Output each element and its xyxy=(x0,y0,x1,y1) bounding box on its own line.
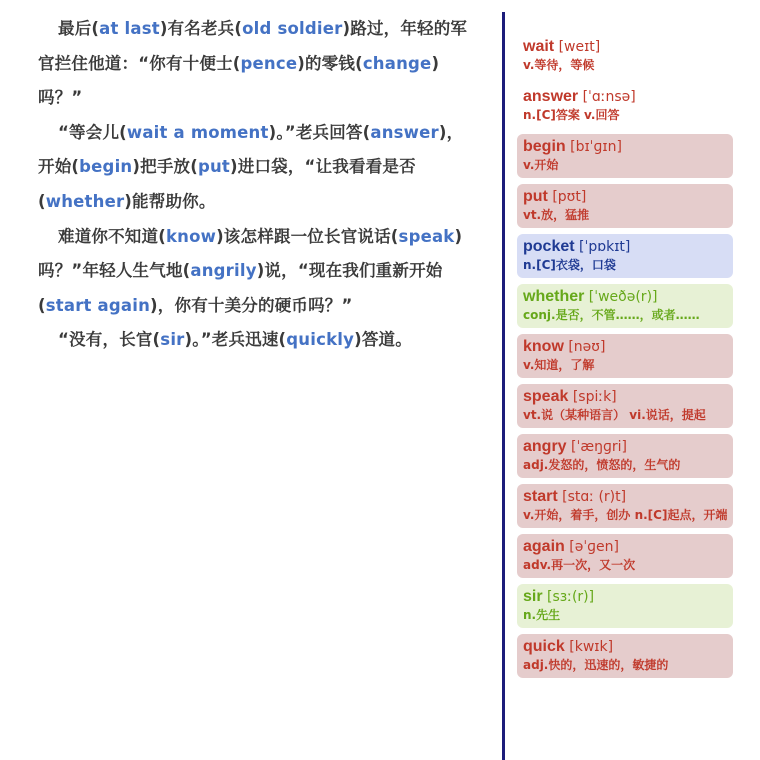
vocab-phonetic: [ˈpɒkɪt] xyxy=(579,239,631,255)
vocab-card xyxy=(517,34,733,78)
vocab-card xyxy=(517,484,733,528)
vocab-headword-row xyxy=(523,537,727,557)
vocab-card xyxy=(517,184,733,228)
story-paragraph xyxy=(38,323,476,358)
vocab-headword-row xyxy=(523,237,727,257)
english-phrase: speak xyxy=(398,226,455,246)
vocabulary-list xyxy=(517,34,733,684)
english-phrase: angrily xyxy=(190,261,257,281)
vocab-word: know xyxy=(523,338,564,355)
english-phrase: pence xyxy=(240,53,298,73)
vocab-card xyxy=(517,234,733,278)
vocab-phonetic: [ˈweðə(r)] xyxy=(588,289,658,305)
english-phrase: old soldier xyxy=(242,19,343,38)
vocab-meaning: vt.说（某种语言） vi.说话，提起 xyxy=(523,408,706,422)
chinese-text: )说，“现在我们重新开始( xyxy=(38,261,443,315)
vocab-headword-row xyxy=(523,137,727,157)
english-phrase: whether xyxy=(45,191,125,211)
vocab-headword-row xyxy=(523,637,727,657)
chinese-text: )把手放( xyxy=(132,157,198,177)
story-paragraph xyxy=(38,12,476,116)
vocab-card xyxy=(517,334,733,378)
vocab-headword-row xyxy=(523,487,727,507)
vocab-meaning: conj.是否，不管……，或者…… xyxy=(523,308,700,322)
vocab-word: begin xyxy=(523,138,566,155)
story-paragraph xyxy=(38,220,476,324)
chinese-text: )进口袋，“让我看看是否( xyxy=(38,157,416,211)
chinese-text: )，你有十美分的硬币吗？” xyxy=(150,295,353,315)
english-phrase: sir xyxy=(160,330,185,350)
vocab-phonetic: [ˈæŋɡri] xyxy=(571,439,627,455)
vocab-meaning: v.等待，等候 xyxy=(523,58,595,72)
vocab-meaning: vt.放，猛推 xyxy=(523,208,590,222)
vocab-card xyxy=(517,634,733,678)
vocab-meaning: v.知道，了解 xyxy=(523,358,595,372)
vocab-phonetic: [pʊt] xyxy=(552,189,587,205)
vocab-card xyxy=(517,434,733,478)
vocab-headword-row xyxy=(523,187,727,207)
chinese-text: )，开始( xyxy=(38,122,464,177)
vocab-meaning: n.[C]衣袋，口袋 xyxy=(523,258,616,272)
chinese-text: )路过，年轻的军官拦住他道：“你有十便士( xyxy=(38,19,468,73)
vocab-headword-row xyxy=(523,387,727,407)
vocab-word: again xyxy=(523,538,565,555)
english-phrase: put xyxy=(197,157,231,177)
chinese-text: )该怎样跟一位长官说话( xyxy=(216,226,399,246)
chinese-text: )。”老兵迅速( xyxy=(184,330,287,350)
vocab-headword-row xyxy=(523,437,727,457)
vocab-word: whether xyxy=(523,288,585,305)
story-paragraph xyxy=(38,116,476,220)
vocab-word: quick xyxy=(523,638,565,655)
vocab-meaning: n.先生 xyxy=(523,608,561,622)
vocab-headword-row xyxy=(523,337,727,357)
vocab-headword-row xyxy=(523,87,727,107)
chinese-text: )答道。 xyxy=(354,330,412,350)
vocab-card xyxy=(517,384,733,428)
vocab-headword-row xyxy=(523,37,727,57)
vocab-word: start xyxy=(523,488,558,505)
vocab-word: sir xyxy=(523,588,543,605)
chinese-text: “等会儿( xyxy=(58,122,127,142)
english-phrase: know xyxy=(165,226,217,246)
vocab-meaning: adv.再一次，又一次 xyxy=(523,558,636,572)
english-phrase: answer xyxy=(370,122,439,142)
vocab-card xyxy=(517,134,733,178)
story-text xyxy=(38,12,476,358)
vocab-phonetic: [əˈɡen] xyxy=(569,539,620,555)
english-phrase: wait a moment xyxy=(126,122,269,142)
vocab-phonetic: [nəʊ] xyxy=(568,339,606,355)
vocab-meaning: adj.快的，迅速的，敏捷的 xyxy=(523,658,669,672)
vocab-word: speak xyxy=(523,388,569,405)
vocab-card xyxy=(517,584,733,628)
english-phrase: quickly xyxy=(286,330,355,350)
chinese-text: )的零钱( xyxy=(297,53,363,73)
column-divider xyxy=(502,12,505,760)
chinese-text: )。”老兵回答( xyxy=(268,122,371,142)
chinese-text: )吗？” xyxy=(38,53,440,108)
chinese-text: )能帮助你。 xyxy=(124,191,216,211)
chinese-text: )有名老兵( xyxy=(159,19,243,38)
vocab-word: pocket xyxy=(523,238,575,255)
english-phrase: begin xyxy=(79,157,133,177)
vocab-phonetic: [sɜː(r)] xyxy=(547,589,595,605)
vocab-phonetic: [weɪt] xyxy=(558,39,601,55)
chinese-text: 最后( xyxy=(58,19,100,38)
vocab-headword-row xyxy=(523,587,727,607)
vocab-word: angry xyxy=(523,438,567,455)
vocab-meaning: v.开始，着手，创办 n.[C]起点，开端 xyxy=(523,508,727,522)
chinese-text: )吗？”年轻人生气地( xyxy=(38,226,463,281)
vocab-phonetic: [bɪˈɡɪn] xyxy=(570,139,622,155)
english-phrase: at last xyxy=(99,19,160,38)
vocab-word: wait xyxy=(523,38,555,55)
vocab-phonetic: [kwɪk] xyxy=(569,639,614,655)
vocab-card xyxy=(517,284,733,328)
chinese-text: 难道你不知道( xyxy=(58,226,166,246)
vocab-headword-row xyxy=(523,287,727,307)
vocab-phonetic: [stɑː (r)t] xyxy=(562,489,627,505)
english-phrase: change xyxy=(362,53,432,73)
vocab-word: answer xyxy=(523,88,579,105)
vocab-phonetic: [spiːk] xyxy=(572,389,617,405)
vocab-meaning: v.开始 xyxy=(523,158,559,172)
english-phrase: start again xyxy=(45,295,151,315)
vocab-meaning: n.[C]答案 v.回答 xyxy=(523,108,620,122)
vocab-card xyxy=(517,84,733,128)
vocab-phonetic: [ˈɑːnsə] xyxy=(582,89,636,105)
vocab-meaning: adj.发怒的，愤怒的，生气的 xyxy=(523,458,681,472)
chinese-text: “没有，长官( xyxy=(58,330,161,350)
vocab-card xyxy=(517,534,733,578)
vocab-word: put xyxy=(523,188,548,205)
